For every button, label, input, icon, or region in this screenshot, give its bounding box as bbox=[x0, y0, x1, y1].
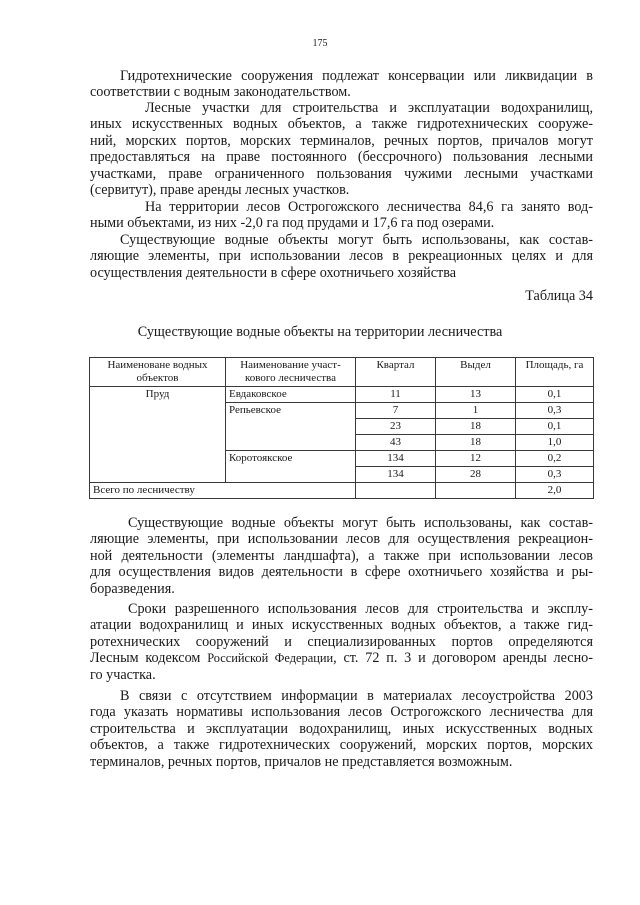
text-fragment: Лесным кодексом bbox=[90, 650, 208, 667]
text-fragment: , ст. 72 п. 3 и договором аренды лесно- bbox=[333, 650, 593, 667]
table-row bbox=[90, 467, 594, 483]
header-area: Площадь, га bbox=[516, 358, 594, 387]
paragraph-hydro-structures bbox=[90, 68, 593, 101]
cell-object bbox=[90, 435, 226, 451]
table-total-row bbox=[90, 483, 594, 499]
text-line: терминалов, речных портов, причалов не представляется возможным. bbox=[90, 753, 513, 770]
text-line: В связи с отсутствием информации в материалах лесоустройства 2003 bbox=[120, 688, 593, 704]
cell-section: 18 bbox=[436, 435, 516, 451]
text-line: ными объектами, из них -2,0 га под прудами и 17,6 га под озерами. bbox=[90, 215, 495, 232]
water-objects-table bbox=[89, 357, 594, 499]
header-quarter: Квартал bbox=[356, 358, 436, 387]
cell-total-empty bbox=[356, 483, 436, 499]
header-line: Наименование участ- bbox=[240, 359, 341, 371]
text-line: атации водохранилищ и иных искусственных водных объектов, а также гид- bbox=[90, 617, 593, 634]
text-line: соответствии с водным законодательством. bbox=[90, 84, 351, 101]
table-row bbox=[90, 387, 594, 403]
paragraph-permitted-terms bbox=[90, 601, 593, 683]
table-row bbox=[90, 435, 594, 451]
cell-forestry: Евдаковское bbox=[226, 387, 356, 403]
text-fragment: Российской Федерации bbox=[207, 651, 334, 666]
paragraph-recreation-use bbox=[90, 232, 593, 281]
cell-forestry bbox=[226, 467, 356, 483]
table-row bbox=[90, 419, 594, 435]
table-title: Существующие водные объекты на территории лесничества bbox=[137, 324, 503, 340]
cell-quarter: 43 bbox=[356, 435, 436, 451]
text-line: Существующие водные объекты могут быть использованы, как состав- bbox=[128, 515, 593, 531]
text-line: Сроки разрешенного использования лесов для строительства и эксплу- bbox=[128, 601, 593, 617]
page-number: 175 bbox=[312, 38, 328, 49]
text-line: предоставляться на праве постоянного (бессрочного) пользования лесными bbox=[90, 149, 593, 166]
text-line: иных искусственных водных объектов, а также гидротехнических сооруже- bbox=[90, 116, 593, 133]
cell-total-label: Всего по лесничеству bbox=[90, 483, 356, 499]
cell-area: 1,0 bbox=[516, 435, 594, 451]
cell-area: 0,2 bbox=[516, 451, 594, 467]
text-line: года указать нормативы использования лесов Острогожского лесничества для bbox=[90, 704, 593, 721]
cell-quarter: 23 bbox=[356, 419, 436, 435]
cell-quarter: 7 bbox=[356, 403, 436, 419]
header-line: кового лесничества bbox=[244, 372, 336, 384]
text-line: ляющие элементы, при использовании лесов для осуществления рекреацион- bbox=[90, 531, 593, 548]
text-line: Существующие водные объекты могут быть использованы, как состав- bbox=[120, 232, 593, 248]
header-line: объектов bbox=[136, 372, 179, 384]
cell-total-empty bbox=[436, 483, 516, 499]
cell-section: 28 bbox=[436, 467, 516, 483]
table-number: Таблица 34 bbox=[525, 288, 593, 304]
table-row bbox=[90, 451, 594, 467]
cell-object: Пруд bbox=[90, 387, 226, 403]
cell-quarter: 134 bbox=[356, 451, 436, 467]
cell-object bbox=[90, 451, 226, 467]
cell-quarter: 11 bbox=[356, 387, 436, 403]
cell-total-area: 2,0 bbox=[516, 483, 594, 499]
cell-section: 18 bbox=[436, 419, 516, 435]
text-line: (сервитут), праве аренды лесных участков. bbox=[90, 182, 350, 199]
header-water-objects bbox=[90, 358, 226, 387]
cell-quarter: 134 bbox=[356, 467, 436, 483]
text-line: ной деятельности (элементы ландшафта), а также при использовании лесов bbox=[90, 547, 593, 564]
text-line: ротехнических сооружений и специализированных портов определяются bbox=[90, 633, 593, 650]
text-line: участками, праве ограниченного пользования чужими лесными участками bbox=[90, 165, 593, 182]
table-row bbox=[90, 403, 594, 419]
paragraph-water-area bbox=[90, 199, 593, 232]
text-line: для осуществления видов деятельности в сфере охотничьего хозяйства и ры- bbox=[90, 564, 593, 581]
cell-object bbox=[90, 403, 226, 419]
cell-forestry: Коротоякское bbox=[226, 451, 356, 467]
text-line: объектов, а также гидротехнических сооружений, морских портов, морских bbox=[90, 737, 593, 754]
cell-area: 0,1 bbox=[516, 387, 594, 403]
cell-forestry bbox=[226, 419, 356, 435]
text-line-mixed bbox=[90, 650, 593, 666]
text-line: боразведения. bbox=[90, 580, 175, 597]
text-line: На территории лесов Острогожского лесничества 84,6 га занято вод- bbox=[145, 199, 593, 215]
header-forestry bbox=[226, 358, 356, 387]
cell-object bbox=[90, 467, 226, 483]
header-section: Выдел bbox=[436, 358, 516, 387]
text-line: ляющие элементы, при использовании лесов в рекреационных целях и для bbox=[90, 248, 593, 265]
text-line: ний, морских портов, морских терминалов, речных портов, причалов могут bbox=[90, 132, 593, 149]
cell-area: 0,1 bbox=[516, 419, 594, 435]
text-line: Лесные участки для строительства и эксплуатации водохранилищ, bbox=[145, 100, 593, 116]
cell-forestry: Репьевское bbox=[226, 403, 356, 419]
paragraph-forest-plots bbox=[90, 100, 593, 198]
text-line: го участка. bbox=[90, 666, 156, 683]
cell-area: 0,3 bbox=[516, 403, 594, 419]
text-line: осуществления деятельности в сфере охотничьего хозяйства bbox=[90, 264, 457, 281]
cell-section: 13 bbox=[436, 387, 516, 403]
cell-forestry bbox=[226, 435, 356, 451]
text-line: строительства и эксплуатации водохранилищ, иных искусственных водных bbox=[90, 720, 593, 737]
cell-object bbox=[90, 419, 226, 435]
cell-area: 0,3 bbox=[516, 467, 594, 483]
table-header-row bbox=[90, 358, 594, 387]
cell-section: 1 bbox=[436, 403, 516, 419]
text-line: Гидротехнические сооружения подлежат консервации или ликвидации в bbox=[120, 68, 593, 84]
header-line: Наименоване водных bbox=[107, 359, 208, 371]
paragraph-no-information bbox=[90, 688, 593, 770]
paragraph-landscape-use bbox=[90, 515, 593, 597]
cell-section: 12 bbox=[436, 451, 516, 467]
